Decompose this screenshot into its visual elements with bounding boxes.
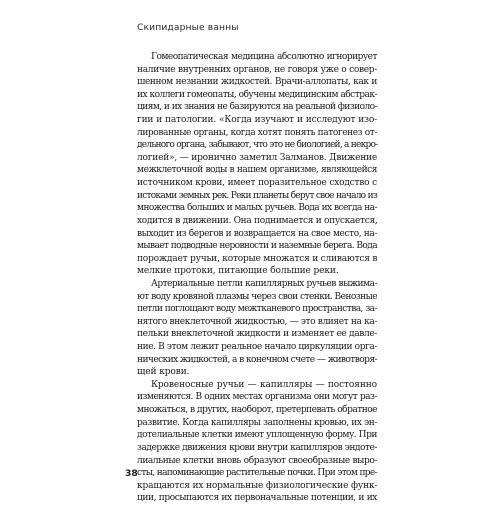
text-line: циям, и их знания не базируются на реальной физиоло-	[137, 102, 377, 113]
text-line: щей крови.	[137, 367, 190, 378]
text-line: ние. В этом лежит реальное начало циркуляции орга-	[137, 342, 377, 353]
text-line: мывает подводные неровности и наземные берега. Вода	[137, 241, 377, 252]
text-line: Кровеносные ручьи — капилляры — постоянно	[151, 379, 377, 390]
paragraph-2	[137, 278, 377, 379]
text-line: порождает ручьи, которые множатся и сливаются в	[137, 253, 378, 264]
text-line: задержке движения крови внутри капилляров эндоте-	[137, 442, 377, 453]
text-line: развитие. Когда капилляры заполнены кровью, их эн-	[137, 417, 377, 428]
text-line: истоками земных рек. Реки планеты берут свое начало из	[137, 190, 377, 201]
text-line: пельки внеклеточной жидкости и изменяет ее давле-	[137, 329, 377, 340]
body-text	[137, 51, 377, 505]
text-line: ходится в движении. Она поднимается и опускается,	[137, 215, 378, 226]
text-line: Гомеопатическая медицина абсолютно игнорирует	[151, 52, 377, 62]
text-line: множаться, в других, наоборот, претерпевать обратное	[137, 405, 377, 416]
text-line: их коллеги гомеопаты, обучены медицинским абстрак-	[137, 89, 378, 100]
text-line: межклеточной воды в нашем организме, являющейся	[137, 165, 377, 176]
running-head: Скипидарные ванны	[137, 22, 239, 33]
text-line: наличие внутренних органов, не говоря уже о совер-	[137, 64, 377, 75]
text-line: логией», — иронично заметил Залманов. Движение	[137, 152, 377, 163]
text-line: дельного органа, забывают, что это не биологией, а некро-	[137, 140, 378, 151]
text-line: выходит из берегов и возвращается на свое место, на-	[137, 228, 377, 239]
text-line: изменяются. В одних местах организма они могут раз-	[137, 392, 377, 403]
text-line: ции, просыпаются их первоначальные потенции, и их	[137, 493, 377, 504]
text-line: нятого внеклеточной жидкостью, — это влияет на ка-	[137, 316, 377, 327]
text-line: нических жидкостей, а в конечном счете — животворя-	[137, 354, 377, 365]
paragraph-1	[137, 51, 377, 278]
text-line: петли поглощают воду межтканевого пространства, за-	[137, 304, 377, 315]
text-line: множества больших и малых ручьев. Вода их всегда на-	[137, 203, 377, 214]
page-number: 38	[125, 468, 138, 479]
text-line: Артериальные петли капиллярных ручьев выжима-	[151, 278, 377, 289]
text-line: сты, напоминающие растительные почки. При этом пре-	[137, 468, 377, 479]
text-line: мелкие протоки, питающие большие реки.	[137, 266, 339, 277]
text-line: гии и патологии. «Когда изучают и исследуют изо-	[137, 115, 377, 126]
text-line: лиальные клетки вновь образуют своеобразные выро-	[137, 455, 377, 466]
text-line: лированные органы, когда хотят понять патогенез от-	[137, 127, 377, 138]
text-line: источником крови, имеет поразительное сходство с	[137, 178, 377, 189]
paragraph-3	[137, 379, 377, 505]
text-line: шенном незнании жидкостей. Врачи-аллопаты, как и	[137, 77, 377, 88]
text-line: ют воду кровяной плазмы через свои стенки. Венозные	[137, 291, 377, 302]
text-line: дотелиальные клетки имеют уплощенную форму. При	[137, 430, 377, 441]
text-line: кращаются их нормальные физиологические функ-	[137, 480, 378, 491]
